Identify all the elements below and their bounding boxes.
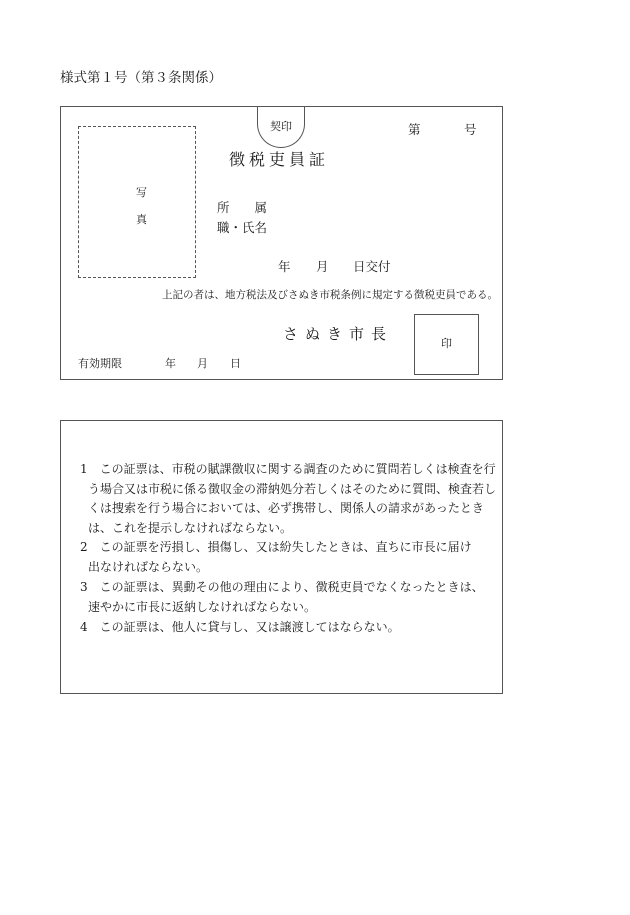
validity-day: 日 (230, 357, 241, 370)
name-label: 職・氏名 (217, 220, 268, 235)
note-line: 4 この証票は、他人に貸与し、又は譲渡してはならない。 (80, 620, 400, 634)
validity-month: 月 (197, 357, 208, 370)
note-item-1 (80, 460, 496, 538)
validity-label: 有効期限 (78, 357, 122, 370)
note-item-3 (80, 578, 484, 617)
seal-tab (257, 106, 305, 148)
number-suffix: 号 (464, 122, 477, 137)
note-line: 出なければならない。 (88, 559, 209, 574)
note-line: くは捜索を行う場合においては、必ず携帯し、関係人の請求があったとき (88, 501, 484, 515)
issue-year: 年 (278, 259, 291, 274)
form-label: 様式第１号（第３条関係） (60, 70, 222, 86)
affiliation-label: 所 属 (217, 200, 268, 215)
issue-month: 月 (316, 259, 329, 274)
issue-day-label: 日交付 (353, 259, 391, 274)
number-prefix: 第 (408, 122, 421, 137)
photo-area (78, 126, 196, 278)
note-line: 2 この証票を汚損し、損傷し、又は紛失したときは、直ちに市長に届け (80, 540, 472, 554)
note-item-4 (80, 618, 400, 638)
note-item-2 (80, 538, 472, 577)
stamp-label: 印 (441, 337, 452, 350)
id-card-front (60, 106, 503, 380)
mayor-name: さぬき市長 (283, 325, 394, 343)
note-line: 速やかに市長に返納しなければならない。 (88, 599, 317, 614)
certification-text: 上記の者は、地方税法及びさぬき市税条例に規定する徴税吏員である。 (162, 289, 498, 301)
note-line: 3 この証票は、異動その他の理由により、徴税吏員でなくなったときは、 (80, 580, 484, 594)
seal-tab-label: 契印 (270, 120, 292, 133)
note-line: 1 この証票は、市税の賦課徴収に関する調査のために質問若しくは検査を行 (80, 462, 496, 476)
official-stamp-box (414, 314, 479, 375)
note-line: う場合又は市税に係る徴収金の滞納処分若しくはそのために質問、検査若し (88, 481, 497, 496)
note-line: は、これを提示しなければならない。 (88, 520, 293, 535)
card-title: 徴税吏員証 (229, 150, 330, 169)
photo-char-2: 真 (136, 213, 147, 226)
validity-year: 年 (165, 357, 176, 370)
photo-char-1: 写 (136, 186, 147, 199)
